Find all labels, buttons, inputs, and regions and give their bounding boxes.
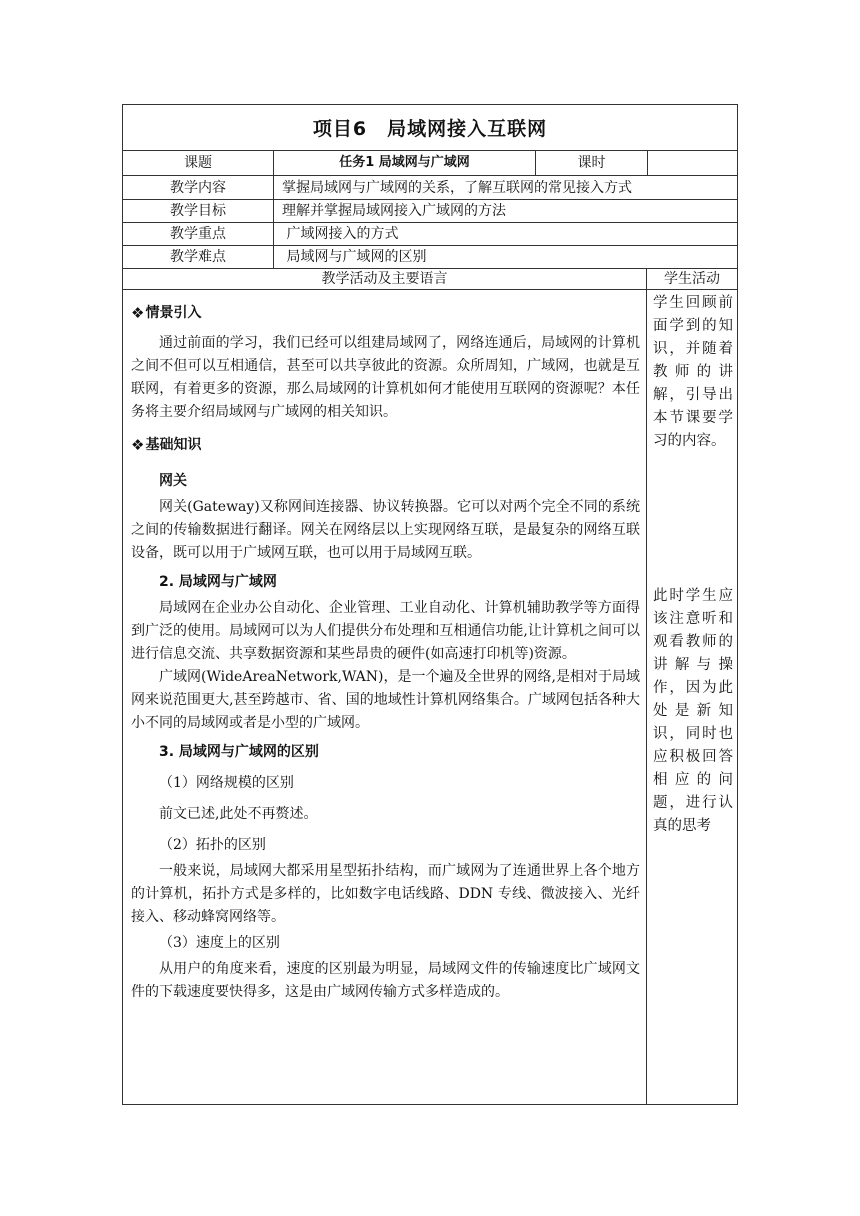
goal-row bbox=[123, 200, 737, 223]
goal-value: 理解并掌握局域网接入广域网的方法 bbox=[282, 203, 506, 219]
speed-difference-paragraph: 从用户的角度来看，速度的区别最为明显，局域网文件的传输速度比广域网文件的下载速度要快得多，这是由广域网传输方式多样造成的。 bbox=[131, 961, 640, 1000]
lesson-plan-table bbox=[122, 104, 738, 1105]
difficulty-label: 教学难点 bbox=[123, 246, 274, 268]
intro-paragraph: 通过前面的学习，我们已经可以组建局域网了，网络连通后，局域网的计算机之间不但可以互相通信，甚至可以共享彼此的资源。众所周知，广域网，也就是互联网，有着更多的资源，那么局域网的计算机如何才能使用互联网的资源呢？本任务将主要介绍局域网与广域网的相关知识。 bbox=[131, 335, 640, 420]
diamond-bullet-icon: ❖ bbox=[131, 303, 145, 322]
title-row bbox=[123, 105, 737, 151]
basics-heading: ❖ 基础知识 bbox=[131, 428, 640, 462]
scale-difference-paragraph: 前文已述,此处不再赘述。 bbox=[159, 806, 318, 822]
page-title: 项目6 局域网接入互联网 bbox=[312, 118, 548, 140]
topic-value: 任务1 局域网与广域网 bbox=[274, 151, 536, 175]
speed-difference-heading: （3）速度上的区别 bbox=[159, 935, 280, 951]
difficulty-row bbox=[123, 246, 737, 269]
goal-label: 教学目标 bbox=[123, 200, 274, 222]
student-activity-column bbox=[647, 290, 737, 1104]
hours-value bbox=[648, 151, 737, 175]
header-row bbox=[123, 269, 737, 290]
student-note-new-knowledge: 此时学生应该注意听和观看教师的讲解与操作，因为此处是新知识，同时也应积极回答相应的问题，进行认真的思考 bbox=[653, 588, 733, 834]
key-row bbox=[123, 223, 737, 246]
section2-paragraph2: 广域网(WideAreaNetwork,WAN)，是一个遍及全世界的网络,是相对于局域网来说范围更大,甚至跨越市、省、国的地域性计算机网络集合。广域网包括各种大小不同的局域网或者是小型的广域网。 bbox=[131, 669, 640, 731]
difficulty-value: 局域网与广域网的区别 bbox=[282, 249, 427, 265]
student-note-intro: 学生回顾前面学到的知识，并随着教师的讲解，引导出本节课要学习的内容。 bbox=[653, 295, 733, 449]
key-value: 广域网接入的方式 bbox=[282, 226, 399, 242]
section2-heading: 2. 局域网与广域网 bbox=[159, 574, 277, 590]
student-header: 学生活动 bbox=[664, 271, 720, 287]
intro-heading: ❖ 情景引入 bbox=[131, 296, 640, 330]
gateway-heading: 网关 bbox=[159, 473, 187, 489]
gateway-paragraph: 网关(Gateway)又称网间连接器、协议转换器。它可以对两个完全不同的系统之间的传输数据进行翻译。网关在网络层以上实现网络互联，是最复杂的网络互联设备，既可以用于广域网互联，也可以用于局域网互联。 bbox=[131, 499, 640, 561]
topology-difference-heading: （2）拓扑的区别 bbox=[159, 837, 266, 853]
hours-label: 课时 bbox=[536, 151, 648, 175]
topic-label: 课题 bbox=[123, 151, 274, 175]
topology-difference-paragraph: 一般来说，局域网大都采用星型拓扑结构，而广域网为了连通世界上各个地方的计算机，拓扑方式是多样的，比如数字电话线路、DDN 专线、微波接入、光纤接入、移动蜂窝网络等。 bbox=[131, 863, 640, 925]
content-label: 教学内容 bbox=[123, 176, 274, 199]
diamond-bullet-icon: ❖ bbox=[131, 435, 145, 454]
activity-header: 教学活动及主要语言 bbox=[123, 269, 647, 289]
scale-difference-heading: （1）网络规模的区别 bbox=[159, 775, 294, 791]
key-label: 教学重点 bbox=[123, 223, 274, 245]
topic-row bbox=[123, 151, 737, 176]
content-row bbox=[123, 176, 737, 200]
content-value: 掌握局域网与广域网的关系，了解互联网的常见接入方式 bbox=[282, 179, 632, 196]
activity-content bbox=[123, 290, 647, 1104]
section3-heading: 3. 局域网与广域网的区别 bbox=[159, 744, 319, 760]
section2-paragraph1: 局域网在企业办公自动化、企业管理、工业自动化、计算机辅助教学等方面得到广泛的使用。局域网可以为人们提供分布处理和互相通信功能,让计算机之间可以进行信息交流、共享数据资源和某些昂贵的硬件(如高速打印机等)资源。 bbox=[131, 600, 640, 662]
